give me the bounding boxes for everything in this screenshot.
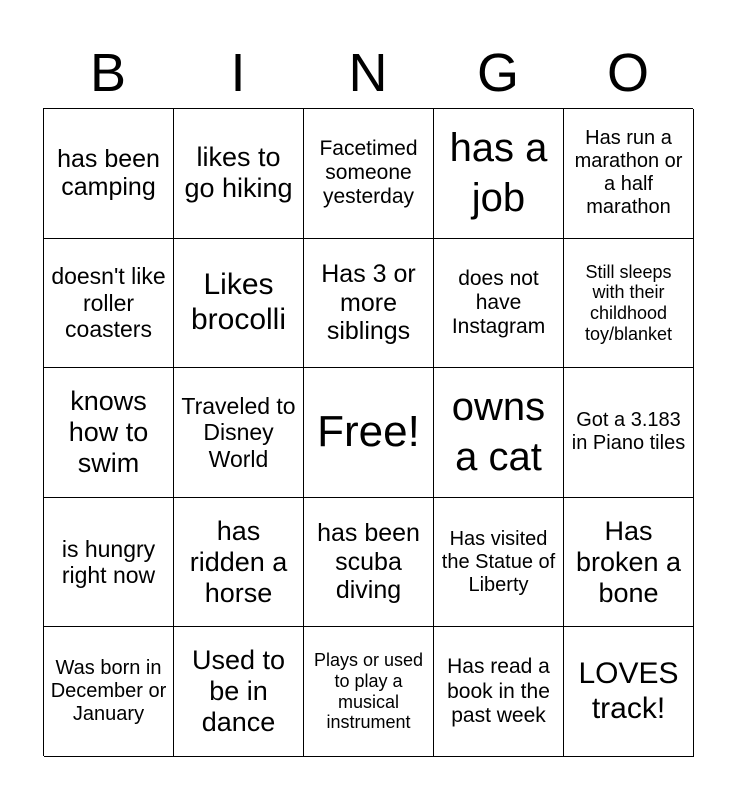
bingo-cell[interactable]	[174, 627, 304, 757]
bingo-cell[interactable]	[434, 498, 564, 628]
bingo-cell[interactable]	[44, 368, 174, 498]
bingo-cell[interactable]	[564, 239, 694, 369]
cell-label: knows how to swim	[68, 385, 149, 478]
bingo-cell[interactable]	[434, 239, 564, 369]
bingo-cell[interactable]	[304, 239, 434, 369]
bingo-cell[interactable]	[304, 498, 434, 628]
cell-label: has been scuba diving	[317, 518, 420, 605]
bingo-cell[interactable]	[304, 627, 434, 757]
cell-label: doesn't like roller coasters	[51, 263, 166, 343]
cell-label: Has run a marathon or a half marathon	[574, 127, 683, 219]
cell-label: is hungry right now	[61, 535, 156, 589]
cell-label: Used to be in dance	[191, 645, 286, 738]
bingo-cell[interactable]	[564, 627, 694, 757]
cell-label: Plays or used to play a musical instrument	[313, 650, 424, 733]
bingo-cell[interactable]	[44, 109, 174, 239]
cell-label: likes to go hiking	[184, 142, 293, 204]
bingo-cell[interactable]	[174, 239, 304, 369]
cell-label: has ridden a horse	[189, 515, 288, 608]
cell-label: has a job	[449, 126, 548, 221]
bingo-cell[interactable]	[44, 239, 174, 369]
cell-label: Has visited the Statue of Liberty	[441, 527, 556, 596]
cell-label: owns a cat	[451, 385, 546, 480]
bingo-cell[interactable]	[564, 368, 694, 498]
bingo-cell[interactable]	[44, 498, 174, 628]
header-letter-o: O	[606, 43, 649, 103]
header-letter-b: B	[89, 43, 127, 103]
cell-label: Has read a book in the past week	[447, 655, 550, 727]
cell-label: Facetimed someone yesterday	[319, 137, 418, 209]
header-letter-g: G	[476, 43, 519, 103]
cell-label: has been camping	[57, 144, 160, 202]
cell-label: Was born in December or January	[50, 657, 167, 726]
header-letter-n: N	[348, 43, 388, 103]
free-space-cell[interactable]	[304, 368, 434, 498]
cell-label: Free!	[317, 407, 420, 457]
bingo-cell[interactable]	[174, 498, 304, 628]
bingo-cell[interactable]	[174, 109, 304, 239]
cell-label: Has broken a bone	[575, 515, 682, 608]
bingo-cell[interactable]	[174, 368, 304, 498]
bingo-cell[interactable]	[564, 498, 694, 628]
cell-label: Still sleeps with their childhood toy/blanket	[584, 261, 673, 344]
cell-label: Traveled to Disney World	[181, 392, 296, 472]
bingo-card	[43, 108, 693, 756]
bingo-cell[interactable]	[434, 109, 564, 239]
bingo-cell[interactable]	[44, 627, 174, 757]
cell-label: LOVES track!	[578, 657, 679, 725]
cell-label: Likes brocolli	[190, 268, 287, 336]
bingo-cell[interactable]	[434, 368, 564, 498]
bingo-cell[interactable]	[434, 627, 564, 757]
cell-label: Got a 3.183 in Piano tiles	[571, 409, 686, 455]
bingo-header	[43, 40, 693, 106]
bingo-cell[interactable]	[564, 109, 694, 239]
cell-label: Has 3 or more siblings	[321, 259, 416, 346]
bingo-cell[interactable]	[304, 109, 434, 239]
cell-label: does not have Instagram	[451, 266, 546, 338]
header-letter-i: I	[230, 43, 246, 103]
